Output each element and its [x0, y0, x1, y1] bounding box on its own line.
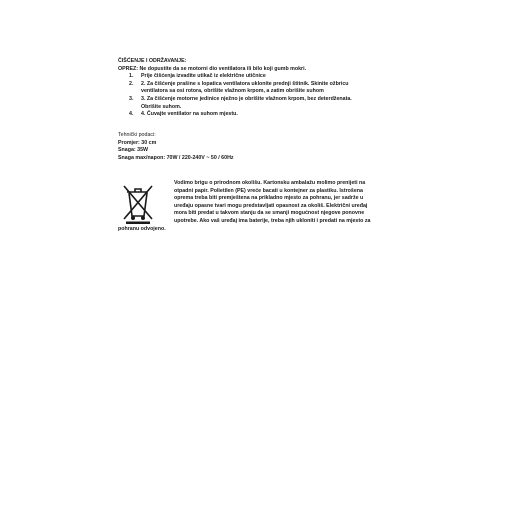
- cleaning-heading: ČIŠĆENJE I ODRŽAVANJE:: [118, 58, 187, 64]
- spec-row: Snaga max/napon: 70W / 220-240V ~ 50 / 60Hz: [118, 154, 234, 161]
- spec-row: Snaga: 35W: [118, 147, 149, 154]
- step-line: ventilatora sa osi rotora, obrišite vlažnom krpom, a zatim obrišite suhom: [141, 88, 324, 95]
- specs-heading: Tehnički podaci:: [118, 132, 156, 138]
- step-line: Obrišite suhom.: [141, 103, 182, 110]
- step-number: 2.: [129, 80, 134, 87]
- step-number: 4.: [129, 111, 134, 118]
- disposal-line: upotrebe. Ako vaš uređaj ima baterije, treba njih ukloniti i predati na mjesto za: [174, 217, 371, 224]
- step-item: [118, 81, 352, 96]
- step-number: 1.: [129, 73, 134, 80]
- disposal-text: [118, 180, 408, 233]
- step-line: Prije čišćenja izvadite utikač iz električne utičnice: [141, 73, 266, 80]
- specs-section: [118, 132, 234, 162]
- spec-row: Promjer: 30 cm: [118, 139, 157, 146]
- step-item: [118, 96, 352, 111]
- disposal-line: Vodimo brigu o prirodnom okolišu. Kartonsku ambalažu molimo prenijeti na: [174, 180, 366, 186]
- disposal-last-line: pohranu odvojeno.: [118, 225, 166, 232]
- cleaning-section: [118, 58, 352, 119]
- step-number: 3.: [129, 95, 134, 102]
- step-item: [118, 111, 352, 119]
- step-line: 4. Čuvajte ventilator na suhom mjestu.: [141, 111, 238, 118]
- disposal-line: oprema treba biti premještena na prikladno mjesto za pohranu, jer sadrže u: [174, 195, 364, 202]
- warning-text: OPREZ: Ne dopustite da se motorni dio ventilatora ili bilo koji gumb mokri.: [118, 65, 307, 72]
- step-line: 3. Za čišćenje motorne jedinice nježno je obrišite vlažnom krpom, bez deterdženata.: [141, 95, 352, 102]
- disposal-line: uređaju opasne tvari mogu predstavljati opasnost za okoliš. Električni uređaj: [174, 202, 368, 209]
- disposal-line: otpadni papir. Polietilen (PE) vreće bacati u kontejner za plastiku. Istrošena: [174, 187, 363, 194]
- step-item: [118, 73, 352, 81]
- step-line: 2. Za čišćenje prašine s lopatica ventilatora uklonite prednji štitnik. Skinite ožbricu: [141, 80, 349, 87]
- disposal-line: mora biti predat u takvom stanju da se smanji mogućnost njegove ponovne: [174, 210, 365, 217]
